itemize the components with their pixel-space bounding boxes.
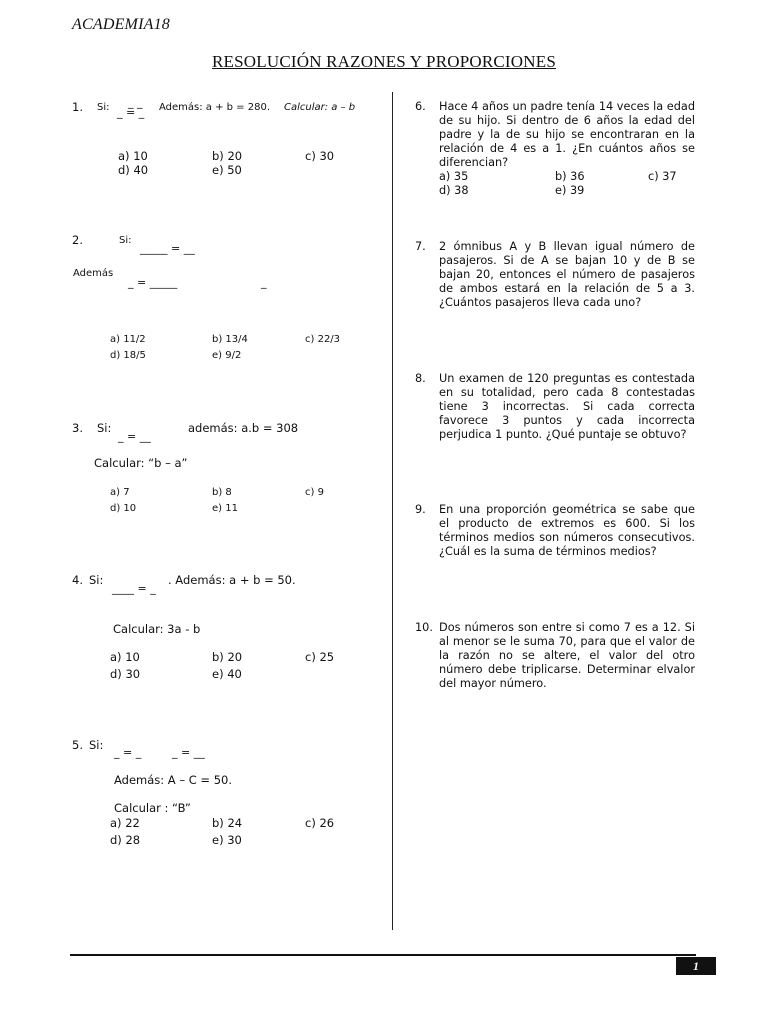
question-number: 1. bbox=[72, 100, 83, 114]
ademas-condition: . Además: a + b = 50. bbox=[168, 573, 296, 587]
footer-rule bbox=[70, 954, 696, 956]
question-text: Hace 4 años un padre tenía 14 veces la edad de su hijo. Si dentro de 6 años la edad del padre y la de su hijo se encontraran en la relación de 4 es a 1. ¿En cuántos años se diferencian? bbox=[439, 100, 695, 169]
brand-header: ACADEMIA18 bbox=[72, 16, 170, 33]
option-d: d) 40 bbox=[118, 163, 149, 177]
option-c: c) 25 bbox=[305, 650, 335, 664]
question-text: Dos números son entre si como 7 es a 12. Si al menor se le suma 70, para que el valor de la razón no se altere, el valor del otro número debe triplicarse. Determinar elvalor del mayor número. bbox=[439, 621, 695, 690]
option-c: c) 37 bbox=[648, 170, 677, 183]
page-number: 1 bbox=[676, 957, 716, 975]
page-title: RESOLUCIÓN RAZONES Y PROPORCIONES bbox=[212, 52, 556, 71]
option-c: c) 22/3 bbox=[305, 334, 341, 345]
option-a: a) 22 bbox=[110, 816, 140, 830]
fraction-equation-2: _ = __ bbox=[172, 746, 205, 759]
option-e: e) 39 bbox=[555, 184, 585, 197]
ademas-condition: además: a.b = 308 bbox=[188, 421, 299, 435]
option-b: b) 24 bbox=[212, 816, 243, 830]
option-b: b) 8 bbox=[212, 487, 232, 498]
fraction-equation: _ = __ bbox=[118, 430, 151, 443]
fraction-equation-1: _ = _ bbox=[114, 746, 142, 759]
fraction-top: _ _ bbox=[128, 96, 143, 109]
option-e: e) 40 bbox=[212, 667, 242, 681]
calcular-instruction: Calcular : “B” bbox=[114, 801, 191, 815]
option-e: e) 50 bbox=[212, 163, 242, 177]
calcular-instruction: Calcular: a – b bbox=[284, 102, 356, 113]
question-number: 7. bbox=[415, 240, 426, 253]
fraction-equation-2: _ = _____ bbox=[128, 276, 178, 289]
si-label: Si: bbox=[89, 573, 104, 587]
fraction-equation: _ = _ bbox=[117, 106, 145, 119]
option-b: b) 13/4 bbox=[212, 334, 248, 345]
option-d: d) 28 bbox=[110, 833, 141, 847]
option-a: a) 7 bbox=[110, 487, 130, 498]
si-label: Si: bbox=[119, 235, 132, 246]
ademas-condition: Además: A – C = 50. bbox=[114, 773, 233, 787]
si-label: Si: bbox=[89, 738, 104, 752]
option-b: b) 36 bbox=[555, 170, 585, 183]
option-d: d) 10 bbox=[110, 503, 137, 514]
question-text: Un examen de 120 preguntas es contestada en su totalidad, pero cada 8 contestadas tiene 3 incorrectas. Si cada correcta favorece 3 puntos y cada incorrecta perjudica 1 punto. ¿Qué puntaje se obtuvo? bbox=[439, 372, 695, 441]
column-divider bbox=[392, 92, 393, 930]
question-number: 10. bbox=[415, 621, 433, 634]
question-number: 5. bbox=[72, 738, 83, 752]
option-d: d) 38 bbox=[439, 184, 469, 197]
option-c: c) 9 bbox=[305, 487, 324, 498]
calcular-instruction: Calcular: 3a - b bbox=[113, 622, 201, 636]
question-text: 2 ómnibus A y B llevan igual número de pasajeros. Si de A se bajan 10 y de B se bajan 20, entonces el número de pasajeros de ambos estará en la relación de 5 a 3. ¿Cuántos pasajeros lleva cada uno? bbox=[439, 240, 695, 309]
question-number: 2. bbox=[72, 233, 83, 247]
option-b: b) 20 bbox=[212, 650, 243, 664]
option-d: d) 30 bbox=[110, 667, 141, 681]
ademas-condition: Además: a + b = 280. bbox=[159, 102, 271, 113]
calcular-instruction: Calcular: “b – a” bbox=[94, 456, 188, 470]
option-e: e) 11 bbox=[212, 503, 238, 514]
fraction-equation-1: _____ = __ bbox=[140, 242, 195, 255]
option-a: a) 35 bbox=[439, 170, 469, 183]
si-label: Si: bbox=[97, 421, 112, 435]
question-number: 6. bbox=[415, 100, 426, 113]
fraction-equation: ____ = _ bbox=[112, 582, 156, 595]
question-number: 9. bbox=[415, 503, 426, 516]
option-e: e) 30 bbox=[212, 833, 242, 847]
ademas-label: Además bbox=[73, 268, 114, 279]
question-number: 4. bbox=[72, 573, 83, 587]
option-a: a) 10 bbox=[118, 149, 148, 163]
question-number: 8. bbox=[415, 372, 426, 385]
option-c: c) 26 bbox=[305, 816, 335, 830]
option-e: e) 9/2 bbox=[212, 350, 242, 361]
question-number: 3. bbox=[72, 421, 83, 435]
si-label: Si: bbox=[97, 102, 110, 113]
fraction-equation-3: _ bbox=[261, 276, 267, 289]
option-d: d) 18/5 bbox=[110, 350, 146, 361]
option-a: a) 10 bbox=[110, 650, 140, 664]
option-c: c) 30 bbox=[305, 149, 335, 163]
option-b: b) 20 bbox=[212, 149, 243, 163]
question-text: En una proporción geométrica se sabe que el producto de extremos es 600. Si los términos medios son números consecutivos. ¿Cuál es la suma de términos medios? bbox=[439, 503, 695, 558]
option-a: a) 11/2 bbox=[110, 334, 146, 345]
